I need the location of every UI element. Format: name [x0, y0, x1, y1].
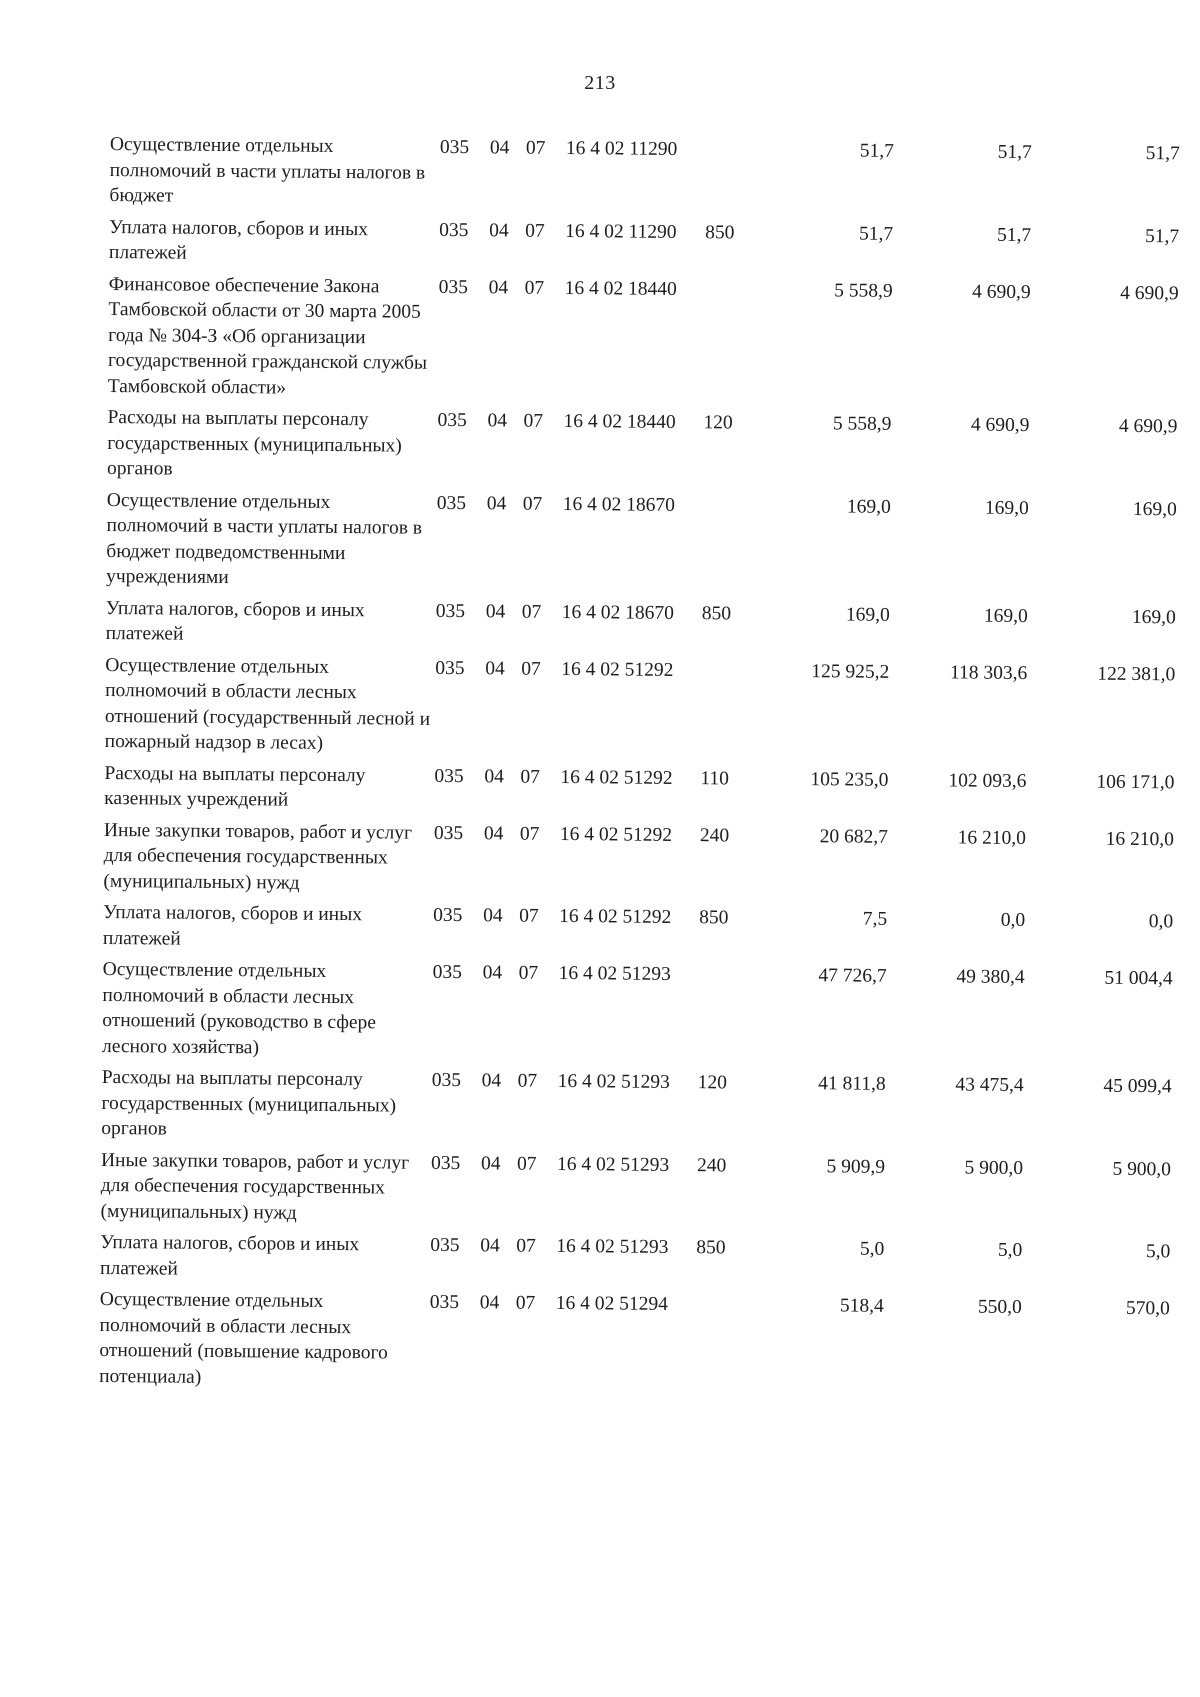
row-amount-2: 5,0: [997, 1239, 1023, 1262]
row-section-code: 04: [482, 962, 503, 984]
row-section-code: 04: [480, 1235, 500, 1257]
row-amount-2: 550,0: [977, 1296, 1022, 1319]
table-row: [102, 957, 1173, 1074]
row-section-code: 04: [479, 1292, 500, 1314]
row-amount-1: 125 925,2: [811, 660, 890, 683]
row-section-code: 04: [481, 1070, 502, 1092]
row-section-code: 04: [489, 137, 510, 159]
row-name: Осуществление отдельных полномочий в части уплаты налогов в бюджет подведомственными учреждениями: [106, 489, 423, 589]
row-target-article: 16 4 02 51293: [557, 1070, 670, 1093]
row-section-code: 04: [485, 657, 505, 679]
table-row: [103, 817, 1174, 909]
row-amount-2: 51,7: [997, 141, 1032, 164]
table-row: [104, 760, 1174, 826]
row-target-article: 16 4 02 51293: [556, 1235, 669, 1258]
row-amount-2: 4 690,9: [972, 281, 1031, 303]
table-row: [103, 900, 1173, 966]
row-amount-1: 169,0: [846, 495, 891, 518]
table-row: [101, 1065, 1172, 1157]
row-expense-type: 850: [699, 907, 729, 929]
row-subsection-code: 07: [519, 823, 540, 845]
row-name: Уплата налогов, сборов и иных платежей: [105, 597, 365, 645]
row-ved-code: 035: [430, 1152, 461, 1174]
page-number: 213: [584, 72, 616, 94]
row-amount-3: 5 900,0: [1112, 1158, 1172, 1180]
row-target-article: 16 4 02 18440: [564, 277, 677, 300]
row-name: Осуществление отдельных полномочий в области лесных отношений (руководство в сфере лесного хозяйства): [101, 958, 377, 1058]
row-ved-code: 035: [439, 219, 469, 241]
row-ved-code: 035: [439, 136, 470, 159]
row-subsection-code: 07: [515, 1292, 536, 1314]
row-amount-2: 51,7: [996, 224, 1032, 246]
row-section-code: 04: [483, 822, 504, 844]
table-row: [99, 1287, 1170, 1404]
row-amount-3: 4 690,9: [1120, 282, 1179, 304]
row-name: Осуществление отдельных полномочий в области лесных отношений (повышение кадрового потенциала): [99, 1288, 388, 1388]
row-section-code: 04: [480, 1152, 501, 1174]
row-name: Расходы на выплаты персоналу государственных (муниципальных) органов: [101, 1066, 397, 1140]
row-name: Уплата налогов, сборов и иных платежей: [102, 901, 363, 950]
row-target-article: 16 4 02 18440: [563, 410, 676, 433]
row-amount-1: 7,5: [862, 908, 888, 930]
row-amount-2: 118 303,6: [949, 661, 1028, 684]
row-name: Иные закупки товаров, работ и услуг для обеспечения государственных (муниципальных) нужд: [103, 819, 413, 894]
row-amount-2: 169,0: [983, 605, 1028, 627]
row-ved-code: 035: [435, 657, 465, 679]
row-amount-3: 122 381,0: [1097, 663, 1176, 685]
row-name: Осуществление отдельных полномочий в области лесных отношений (государственный лесной и пожарный надзор в лесах): [104, 654, 431, 754]
row-amount-2: 0,0: [1000, 909, 1026, 932]
row-target-article: 16 4 02 51292: [560, 766, 673, 789]
row-target-article: 16 4 02 51294: [555, 1292, 669, 1315]
row-expense-type: 850: [705, 221, 735, 243]
row-subsection-code: 07: [525, 137, 546, 159]
row-section-code: 04: [486, 492, 507, 514]
row-section-code: 04: [487, 410, 508, 432]
row-ved-code: 035: [437, 409, 467, 432]
row-name: Осуществление отдельных полномочий в части уплаты налогов в бюджет: [109, 133, 426, 207]
row-name: Иные закупки товаров, работ и услуг для обеспечения государственных (муниципальных) нужд: [100, 1149, 410, 1224]
row-expense-type: [700, 658, 761, 767]
row-target-article: 16 4 02 11290: [565, 137, 678, 160]
row-expense-type: [695, 1292, 756, 1401]
table-row: [107, 405, 1178, 497]
row-target-article: 16 4 02 18670: [561, 601, 675, 624]
row-ved-code: 035: [435, 600, 466, 622]
row-ved-code: 035: [429, 1291, 460, 1314]
row-amount-1: 41 811,8: [818, 1073, 886, 1095]
row-amount-3: 51,7: [1144, 225, 1180, 247]
row-subsection-code: 07: [516, 1235, 536, 1257]
row-subsection-code: 07: [524, 277, 545, 299]
row-expense-type: 850: [701, 602, 732, 624]
row-target-article: 16 4 02 51293: [556, 1153, 670, 1176]
row-amount-1: 105 235,0: [810, 768, 889, 791]
row-amount-1: 20 682,7: [819, 825, 888, 848]
row-expense-type: [704, 277, 765, 411]
row-expense-type: 850: [696, 1237, 726, 1259]
budget-table: [99, 132, 1180, 1404]
row-target-article: 16 4 02 51292: [559, 905, 672, 928]
row-amount-2: 43 475,4: [955, 1074, 1024, 1097]
row-amount-3: 5,0: [1145, 1241, 1171, 1263]
row-amount-2: 5 900,0: [964, 1156, 1024, 1179]
table-row: [105, 595, 1175, 661]
row-name: Финансовое обеспечение Закона Тамбовской области от 30 марта 2005 года № 304-З «Об организации государственной гражданской службы Тамбовской области»: [107, 273, 428, 399]
row-amount-2: 16 210,0: [957, 826, 1026, 849]
row-expense-type: [698, 962, 759, 1071]
row-ved-code: 035: [431, 1069, 462, 1092]
row-ved-code: 035: [438, 276, 469, 298]
row-target-article: 16 4 02 11290: [565, 220, 677, 243]
row-amount-2: 102 093,6: [948, 769, 1027, 792]
row-expense-type: 120: [697, 1072, 728, 1094]
table-row: [100, 1147, 1171, 1239]
row-target-article: 16 4 02 51293: [558, 962, 671, 985]
row-ved-code: 035: [436, 492, 467, 514]
row-amount-1: 51,7: [858, 223, 894, 245]
row-subsection-code: 07: [523, 410, 544, 432]
row-amount-3: 51,7: [1145, 143, 1180, 165]
row-amount-1: 47 726,7: [818, 965, 887, 987]
row-section-code: 04: [485, 600, 506, 622]
table-row: [100, 1230, 1170, 1296]
table-row: [105, 652, 1176, 769]
row-amount-3: 16 210,0: [1105, 828, 1174, 850]
row-name: Уплата налогов, сборов и иных платежей: [99, 1231, 360, 1280]
table-row: [108, 271, 1179, 414]
row-subsection-code: 07: [522, 493, 543, 515]
row-section-code: 04: [484, 765, 504, 787]
row-target-article: 16 4 02 51292: [561, 658, 674, 681]
row-section-code: 04: [488, 276, 509, 298]
row-subsection-code: 07: [518, 962, 539, 984]
row-amount-3: 4 690,9: [1118, 415, 1178, 438]
row-ved-code: 035: [434, 765, 464, 787]
row-amount-3: 51 004,4: [1104, 967, 1173, 990]
row-target-article: 16 4 02 51292: [559, 823, 673, 846]
row-expense-type: [705, 137, 766, 220]
row-subsection-code: 07: [521, 658, 541, 680]
row-ved-code: 035: [433, 904, 463, 927]
row-section-code: 04: [489, 219, 509, 241]
row-expense-type: 240: [699, 824, 730, 846]
row-amount-3: 45 099,4: [1103, 1075, 1172, 1098]
row-amount-3: 169,0: [1131, 606, 1176, 628]
row-amount-1: 5 558,9: [834, 279, 893, 302]
row-amount-2: 4 690,9: [970, 414, 1030, 437]
row-amount-1: 518,4: [839, 1295, 884, 1317]
row-amount-3: 0,0: [1148, 911, 1174, 933]
row-ved-code: 035: [430, 1234, 460, 1257]
row-target-article: 16 4 02 18670: [562, 493, 675, 516]
row-expense-type: 110: [700, 767, 730, 789]
row-amount-1: 5,0: [859, 1238, 885, 1260]
table-body: [99, 132, 1180, 1404]
row-name: Расходы на выплаты персоналу государственных (муниципальных) органов: [106, 406, 402, 480]
row-amount-1: 51,7: [859, 140, 894, 162]
row-ved-code: 035: [433, 822, 464, 844]
row-expense-type: [702, 493, 763, 602]
row-subsection-code: 07: [516, 1153, 537, 1175]
row-name: Уплата налогов, сборов и иных платежей: [108, 216, 369, 264]
row-amount-3: 169,0: [1132, 498, 1177, 520]
row-name: Расходы на выплаты персоналу казенных учреждений: [104, 762, 366, 811]
table-row: [109, 214, 1179, 280]
row-amount-1: 5 558,9: [832, 413, 892, 435]
row-expense-type: 240: [696, 1154, 727, 1176]
row-section-code: 04: [483, 905, 503, 927]
table-row: [109, 132, 1180, 224]
row-amount-3: 106 171,0: [1096, 771, 1175, 793]
row-ved-code: 035: [432, 961, 463, 984]
row-amount-2: 169,0: [984, 497, 1029, 519]
row-amount-2: 49 380,4: [956, 966, 1025, 989]
table-row: [106, 487, 1177, 604]
row-subsection-code: 07: [521, 601, 542, 623]
row-subsection-code: 07: [525, 220, 545, 242]
row-amount-1: 169,0: [845, 603, 890, 626]
row-amount-3: 570,0: [1125, 1297, 1170, 1320]
row-subsection-code: 07: [520, 766, 540, 788]
row-subsection-code: 07: [517, 1070, 538, 1092]
row-subsection-code: 07: [519, 905, 539, 927]
row-expense-type: 120: [703, 412, 733, 434]
row-amount-1: 5 909,9: [826, 1155, 886, 1178]
